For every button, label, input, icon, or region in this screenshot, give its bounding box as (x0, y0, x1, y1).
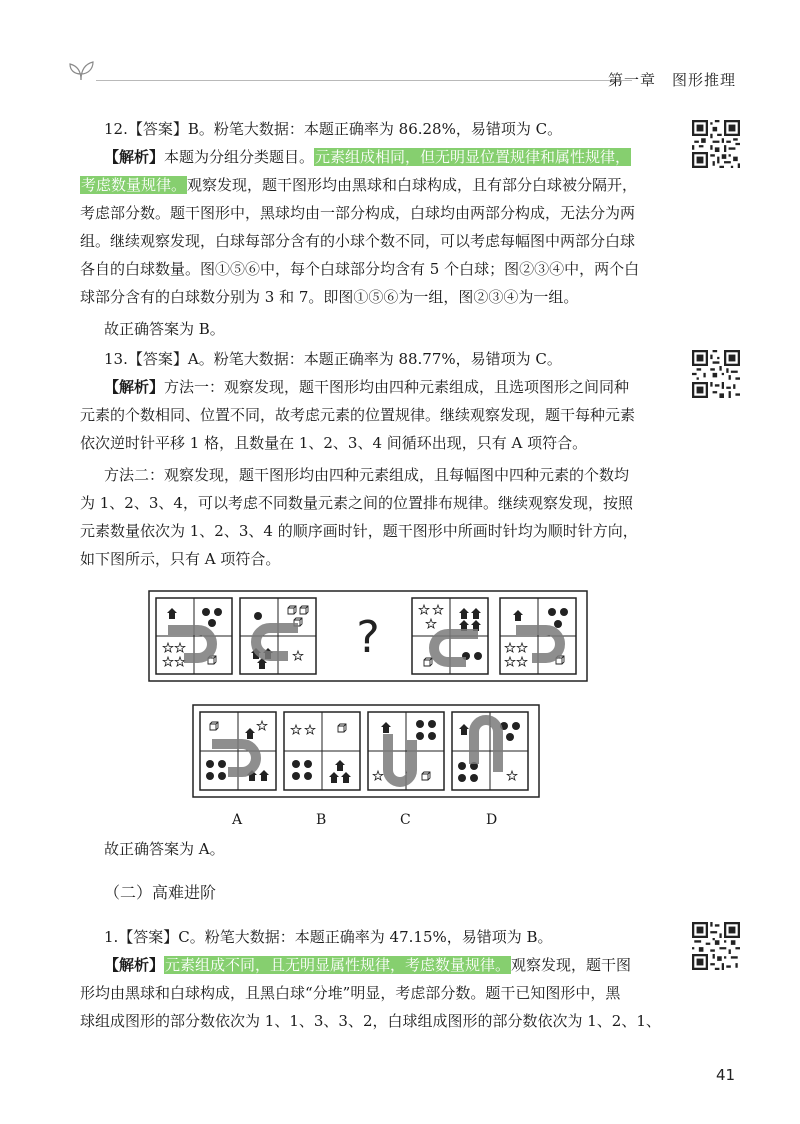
q12-analysis-line-3: 考虑部分数。题干图形中，黑球均由一部分构成，白球均由两部分构成，无法分为两 (80, 204, 636, 222)
qr-code-icon (692, 120, 740, 168)
option-label-c: C (400, 812, 411, 828)
q13-method1-line-2: 元素的个数相同、位置不同，故考虑元素的位置规律。继续观察发现，题干每种元素 (80, 406, 636, 424)
question-figure-row (148, 590, 588, 682)
qr-code-icon (692, 922, 740, 970)
option-panel-a (200, 712, 276, 790)
q13-method2-line-2: 为 1、2、3、4，可以考虑不同数量元素之间的位置排布规律。继续观察发现，按照 (80, 494, 633, 512)
option-label-a: A (232, 812, 243, 828)
figure-panel-5 (500, 598, 576, 674)
q12-analysis-text: 本题为分组分类题目。 (164, 148, 315, 166)
q12-analysis-line-1 (104, 144, 631, 170)
figure-panel-1 (156, 598, 232, 674)
q13-method2-line-3: 元素数量依次为 1、2、3、4 的顺序画时针，题干图形中所画时针均为顺时针方向， (80, 522, 638, 540)
q12-analysis-line-4: 组。继续观察发现，白球每部分含有的小球个数不同，可以考虑每幅图中两部分白球 (80, 232, 636, 250)
q12-answer-line: 12.【答案】B。粉笔大数据：本题正确率为 86.28%，易错项为 C。 (104, 120, 563, 138)
q13-answer-line: 13.【答案】A。粉笔大数据：本题正确率为 88.77%，易错项为 C。 (104, 350, 562, 368)
highlight: 元素组成相同，但无明显位置规律和属性规律， (315, 148, 631, 166)
chapter-title: 图形推理 (671, 71, 736, 89)
qr-code-icon (692, 350, 740, 398)
q1-analysis-line-1 (104, 952, 631, 978)
q12-analysis-line-6: 球部分含有的白球数分别为 3 和 7。即图①⑤⑥为一组，图②③④为一组。 (80, 288, 579, 306)
header-rule (96, 80, 632, 81)
figure-panel-4 (412, 598, 488, 674)
options-figure-row (192, 704, 540, 798)
section-title: （二）高难进阶 (104, 883, 217, 902)
option-panel-c (368, 712, 444, 790)
page-number: 41 (716, 1066, 736, 1084)
chapter-number: 第一章 (607, 71, 656, 89)
q1-analysis-line-3: 球组成图形的部分数依次为 1、1、3、3、2，白球组成图形的部分数依次为 1、2、1、 (80, 1012, 661, 1030)
option-panel-b (284, 712, 360, 790)
q13-conclusion: 故正确答案为 A。 (104, 840, 225, 858)
q12-analysis-line-5: 各自的白球数量。图①⑤⑥中，每个白球部分均含有 5 个白球；图②③④中，两个白 (80, 260, 640, 278)
leaf-icon (66, 56, 96, 82)
q12-conclusion: 故正确答案为 B。 (104, 320, 225, 338)
option-label-d: D (486, 812, 498, 828)
q13-method1-line-3: 依次逆时针平移 1 格，且数量在 1、2、3、4 间循环出现，只有 A 项符合。 (80, 434, 588, 452)
option-label-b: B (316, 812, 327, 828)
q1-analysis-line-2: 形均由黑球和白球构成，且黑白球“分堆”明显，考虑部分数。题干已知图形中，黑 (80, 984, 621, 1002)
analysis-tag: 【解析】 (104, 956, 165, 974)
q13-method2-line-4: 如下图所示，只有 A 项符合。 (80, 550, 281, 568)
analysis-tag: 【解析】 (104, 148, 165, 166)
q12-analysis-text: 观察发现，题干图形均由黑球和白球构成，且有部分白球被分隔开， (187, 176, 638, 194)
chapter-header (592, 69, 736, 90)
highlight: 元素组成不同，且无明显属性规律，考虑数量规律。 (165, 956, 511, 974)
option-panel-d (452, 712, 528, 790)
analysis-tag: 【解析】 (104, 378, 165, 396)
q12-analysis-line-2 (80, 172, 637, 198)
q13-method1-line-1 (104, 374, 629, 400)
figure-panel-2 (240, 598, 316, 674)
q13-method1-text: 方法一：观察发现，题干图形均由四种元素组成，且选项图形之间同种 (164, 378, 630, 396)
q1-analysis-text: 观察发现，题干图 (511, 956, 632, 974)
highlight: 考虑数量规律。 (81, 176, 187, 194)
q13-method2-line-1: 方法二：观察发现，题干图形均由四种元素组成，且每幅图中四种元素的个数均 (104, 466, 630, 484)
q1-answer-line: 1.【答案】C。粉笔大数据：本题正确率为 47.15%，易错项为 B。 (104, 928, 553, 946)
question-mark: ? (356, 612, 380, 663)
